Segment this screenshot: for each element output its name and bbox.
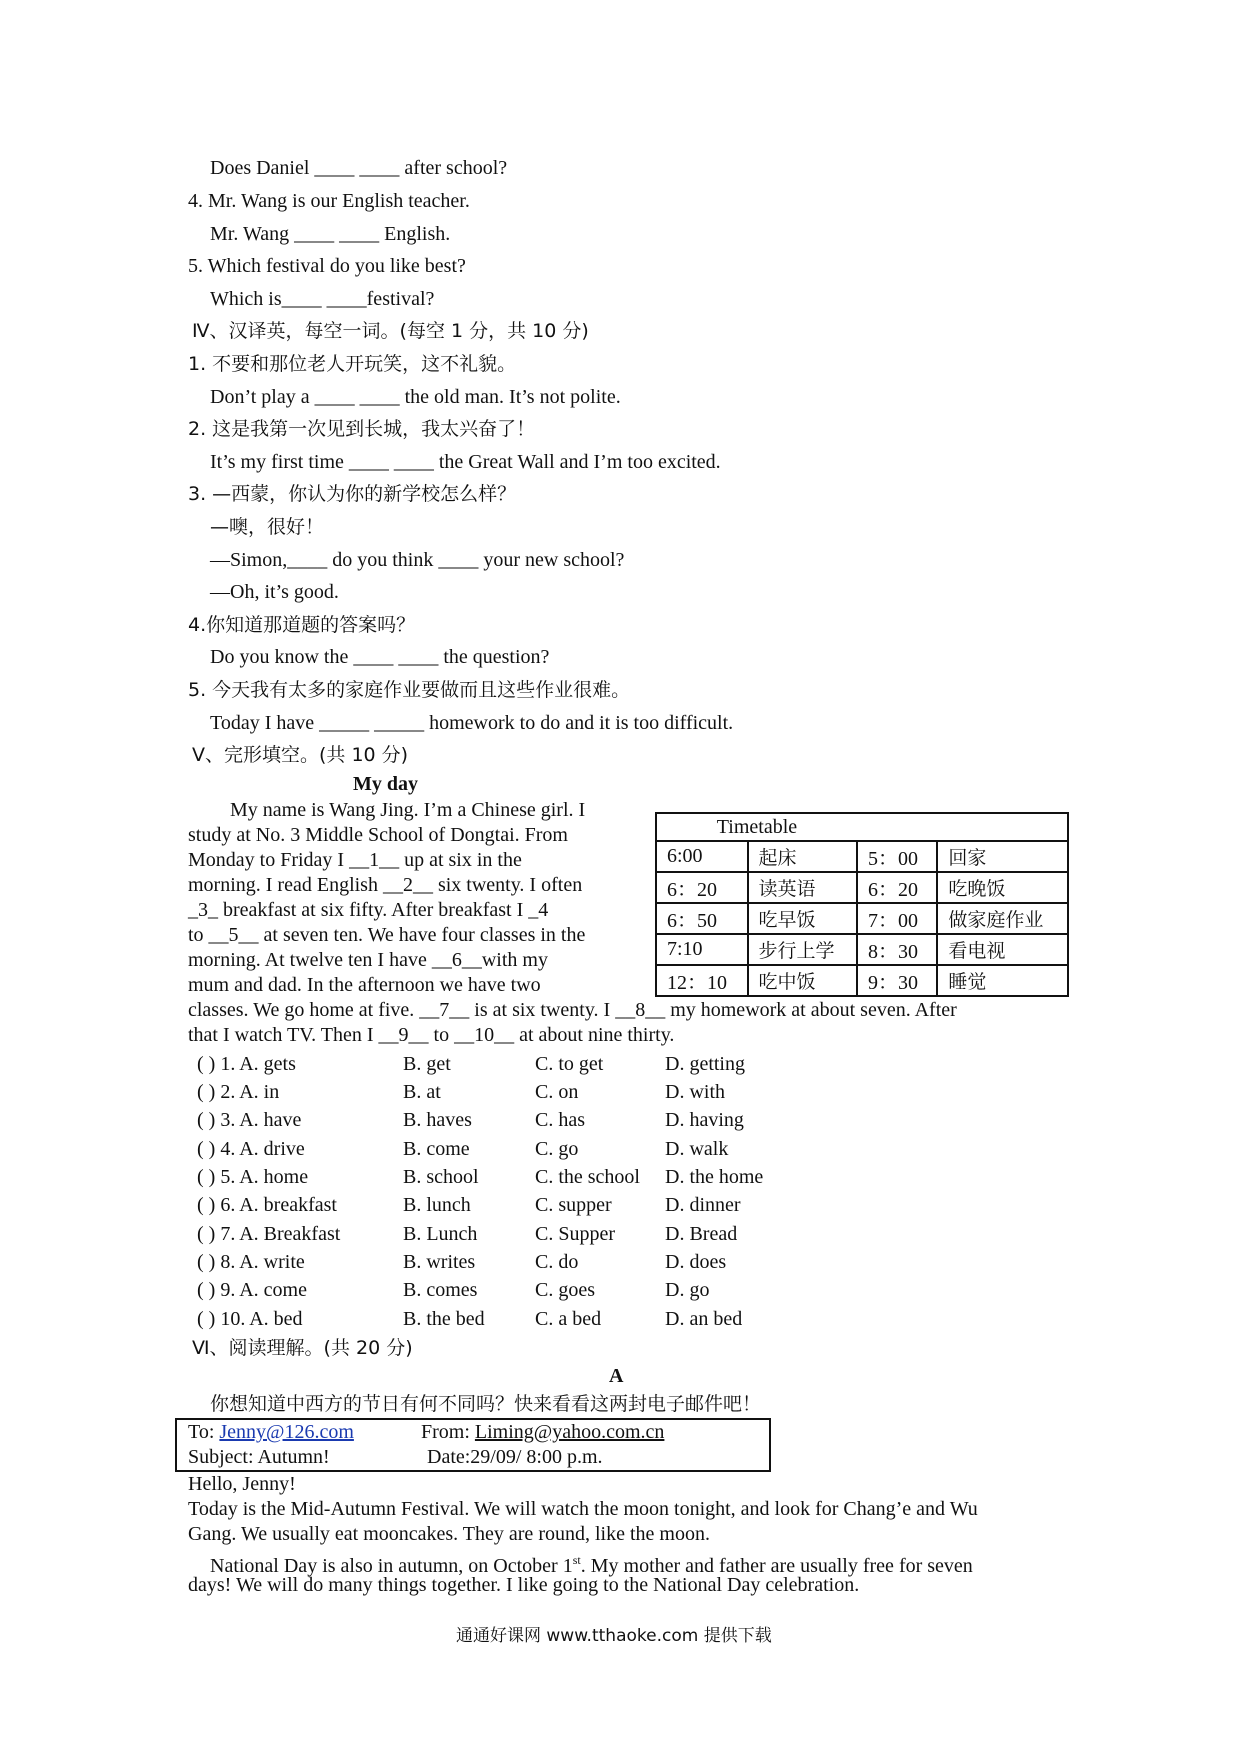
email-date: Date:29/09/ 8:00 p.m. bbox=[427, 1446, 603, 1468]
letter-para2-line2: days! We will do many things together. I like going to the National Day celebration. bbox=[188, 1574, 860, 1596]
tt-activity: 吃晚饭 bbox=[937, 872, 1068, 903]
option-d: D. with bbox=[665, 1081, 725, 1103]
letter-para1-line2: Gang. We usually eat mooncakes. They are round, like the moon. bbox=[188, 1523, 710, 1545]
option-d: D. the home bbox=[665, 1166, 764, 1188]
tt-time: 6：20 bbox=[857, 872, 937, 903]
timetable-row bbox=[656, 934, 1068, 965]
tt-activity: 读英语 bbox=[748, 872, 857, 903]
letter-para1-line1: Today is the Mid-Autumn Festival. We will watch the moon tonight, and look for Chang’e and Wu bbox=[188, 1498, 978, 1520]
tt-activity: 吃早饭 bbox=[748, 903, 857, 934]
passage-line: morning. At twelve ten I have __6__with my bbox=[188, 949, 548, 971]
page-footer: 通通好课网 www.tthaoke.com 提供下载 bbox=[456, 1626, 772, 1646]
tt-time: 6:00 bbox=[656, 841, 748, 872]
email-subject: Subject: Autumn! bbox=[188, 1446, 330, 1468]
timetable-title: Timetable bbox=[656, 813, 857, 841]
option-num: ( ) 1. A. gets bbox=[197, 1053, 296, 1075]
timetable bbox=[655, 812, 1069, 997]
tt-time: 8：30 bbox=[857, 934, 937, 965]
option-num: ( ) 9. A. come bbox=[197, 1279, 307, 1301]
option-num: ( ) 6. A. breakfast bbox=[197, 1194, 337, 1216]
option-b: B. school bbox=[403, 1166, 479, 1188]
option-b: B. writes bbox=[403, 1251, 476, 1273]
option-num: ( ) 3. A. have bbox=[197, 1109, 302, 1131]
tt-activity: 回家 bbox=[937, 841, 1068, 872]
tt-activity: 吃中饭 bbox=[748, 965, 857, 996]
section-6-title: Ⅵ、阅读理解。(共 20 分) bbox=[192, 1337, 413, 1359]
tt-activity: 做家庭作业 bbox=[937, 903, 1068, 934]
q4-original: 4. Mr. Wang is our English teacher. bbox=[188, 190, 470, 212]
option-c: C. on bbox=[535, 1081, 579, 1103]
email-to bbox=[188, 1420, 354, 1444]
tt-time: 12：10 bbox=[656, 965, 748, 996]
q5-original: 5. Which festival do you like best? bbox=[188, 255, 466, 277]
option-c: C. has bbox=[535, 1109, 585, 1131]
translate-3-zh-reply: —噢，很好！ bbox=[210, 516, 325, 538]
option-c: C. supper bbox=[535, 1194, 612, 1216]
option-c: C. goes bbox=[535, 1279, 595, 1301]
tt-time: 9：30 bbox=[857, 965, 937, 996]
passage-line: study at No. 3 Middle School of Dongtai. From bbox=[188, 824, 568, 846]
passage-line: Monday to Friday I __1__ up at six in the bbox=[188, 849, 522, 871]
option-d: D. walk bbox=[665, 1138, 729, 1160]
passage-title: My day bbox=[353, 773, 418, 795]
email-to-label: To: bbox=[188, 1421, 220, 1443]
option-c: C. Supper bbox=[535, 1223, 615, 1245]
translate-3-en: —Simon,____ do you think ____ your new school? bbox=[210, 549, 625, 571]
option-b: B. the bed bbox=[403, 1308, 485, 1330]
passage-line: morning. I read English __2__ six twenty. I often bbox=[188, 874, 583, 896]
timetable-row bbox=[656, 872, 1068, 903]
passage-line: to __5__ at seven ten. We have four classes in the bbox=[188, 924, 586, 946]
translate-5-zh: 5. 今天我有太多的家庭作业要做而且这些作业很难。 bbox=[188, 679, 631, 701]
option-c: C. do bbox=[535, 1251, 579, 1273]
translate-4-zh: 4.你知道那道题的答案吗？ bbox=[188, 614, 416, 636]
timetable-row bbox=[656, 965, 1068, 996]
section-4-title: Ⅳ、汉译英，每空一词。(每空 1 分，共 10 分) bbox=[192, 320, 589, 342]
passage-line: that I watch TV. Then I __9__ to __10__ at about nine thirty. bbox=[188, 1024, 675, 1046]
section-5-title: Ⅴ、完形填空。(共 10 分) bbox=[192, 744, 409, 766]
q5-rewrite-line: Which is____ ____festival? bbox=[210, 288, 435, 310]
option-d: D. does bbox=[665, 1251, 727, 1273]
option-c: C. the school bbox=[535, 1166, 640, 1188]
option-num: ( ) 7. A. Breakfast bbox=[197, 1223, 341, 1245]
email-from-label: From: bbox=[421, 1421, 475, 1443]
timetable-row bbox=[656, 903, 1068, 934]
tt-time: 7:10 bbox=[656, 934, 748, 965]
option-b: B. comes bbox=[403, 1279, 478, 1301]
option-b: B. at bbox=[403, 1081, 441, 1103]
tt-time: 6：50 bbox=[656, 903, 748, 934]
option-num: ( ) 10. A. bed bbox=[197, 1308, 303, 1330]
tt-time: 5：00 bbox=[857, 841, 937, 872]
translate-3-zh: 3. —西蒙，你认为你的新学校怎么样？ bbox=[188, 483, 517, 505]
option-num: ( ) 5. A. home bbox=[197, 1166, 309, 1188]
option-d: D. Bread bbox=[665, 1223, 738, 1245]
option-d: D. having bbox=[665, 1109, 744, 1131]
tt-activity: 步行上学 bbox=[748, 934, 857, 965]
option-d: D. getting bbox=[665, 1053, 745, 1075]
q3-rewrite-line: Does Daniel ____ ____ after school? bbox=[210, 157, 508, 179]
timetable-row bbox=[656, 841, 1068, 872]
superscript-st: st bbox=[572, 1553, 581, 1567]
reading-intro: 你想知道中西方的节日有何不同吗？快来看看这两封电子邮件吧！ bbox=[210, 1393, 762, 1415]
option-c: C. go bbox=[535, 1138, 579, 1160]
translate-3-en-reply: —Oh, it’s good. bbox=[210, 581, 339, 603]
translate-2-zh: 2. 这是我第一次见到长城，我太兴奋了！ bbox=[188, 418, 536, 440]
option-num: ( ) 2. A. in bbox=[197, 1081, 280, 1103]
option-b: B. lunch bbox=[403, 1194, 471, 1216]
translate-4-en: Do you know the ____ ____ the question? bbox=[210, 646, 550, 668]
option-d: D. dinner bbox=[665, 1194, 741, 1216]
option-d: D. go bbox=[665, 1279, 710, 1301]
option-d: D. an bed bbox=[665, 1308, 743, 1330]
option-b: B. haves bbox=[403, 1109, 472, 1131]
option-b: B. Lunch bbox=[403, 1223, 478, 1245]
passage-line: classes. We go home at five. __7__ is at six twenty. I __8__ my homework at about seven. After bbox=[188, 999, 957, 1021]
letter-para2-line1: National Day is also in autumn, on October 1st. My mother and father are usually free for seven bbox=[210, 1553, 973, 1577]
tt-time: 7：00 bbox=[857, 903, 937, 934]
translate-5-en: Today I have _____ _____ homework to do and it is too difficult. bbox=[210, 712, 734, 734]
option-c: C. to get bbox=[535, 1053, 604, 1075]
tt-activity: 起床 bbox=[748, 841, 857, 872]
option-num: ( ) 8. A. write bbox=[197, 1251, 305, 1273]
tt-activity: 看电视 bbox=[937, 934, 1068, 965]
passage-line: _3_ breakfast at six fifty. After breakfast I _4 bbox=[188, 899, 549, 921]
passage-line: mum and dad. In the afternoon we have two bbox=[188, 974, 541, 996]
option-b: B. come bbox=[403, 1138, 470, 1160]
part-a-label: A bbox=[609, 1365, 624, 1387]
tt-activity: 睡觉 bbox=[937, 965, 1068, 996]
translate-2-en: It’s my first time ____ ____ the Great Wall and I’m too excited. bbox=[210, 451, 721, 473]
option-b: B. get bbox=[403, 1053, 451, 1075]
email-from bbox=[421, 1420, 664, 1444]
translate-1-zh: 1. 不要和那位老人开玩笑，这不礼貌。 bbox=[188, 353, 517, 375]
letter-greeting: Hello, Jenny! bbox=[188, 1473, 296, 1495]
email-from-address[interactable]: Liming@yahoo.com.cn bbox=[474, 1421, 665, 1443]
tt-time: 6：20 bbox=[656, 872, 748, 903]
passage-line: My name is Wang Jing. I’m a Chinese girl. I bbox=[230, 799, 586, 821]
email-to-link[interactable]: Jenny@126.com bbox=[219, 1421, 354, 1443]
q4-rewrite-line: Mr. Wang ____ ____ English. bbox=[210, 223, 451, 245]
translate-1-en: Don’t play a ____ ____ the old man. It’s not polite. bbox=[210, 386, 621, 408]
option-c: C. a bed bbox=[535, 1308, 602, 1330]
option-num: ( ) 4. A. drive bbox=[197, 1138, 305, 1160]
